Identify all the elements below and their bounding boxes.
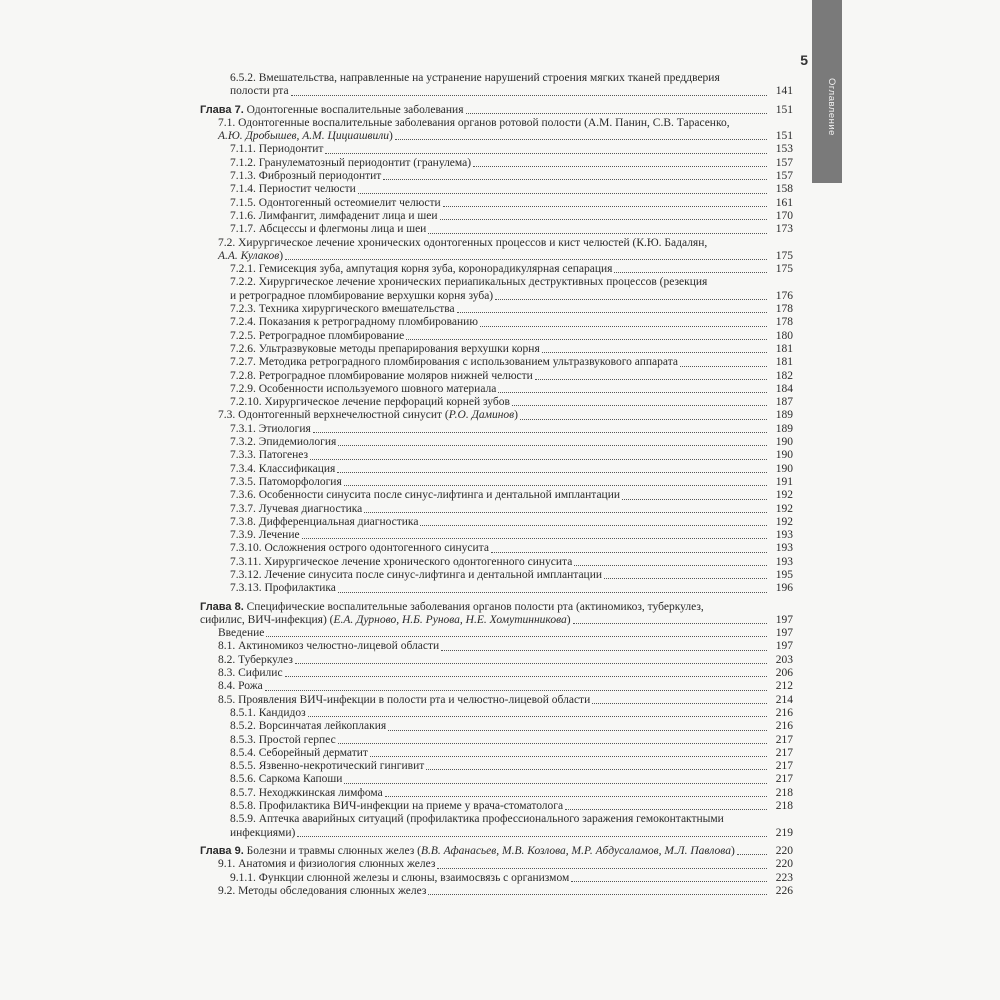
toc-page-number: 178 <box>775 303 793 316</box>
toc-entry-title: 8.5. Проявления ВИЧ-инфекции в полости рта и челюстно-лицевой области <box>218 693 591 706</box>
toc-page-number: 151 <box>775 130 793 143</box>
dot-leader <box>337 472 767 473</box>
toc-page-number: 189 <box>775 409 793 422</box>
toc-page-number: 196 <box>775 582 793 595</box>
toc-entry <box>200 800 793 813</box>
toc-entry-title: Введение <box>218 627 265 640</box>
toc-entry <box>200 276 793 303</box>
toc-page-number: 181 <box>775 356 793 369</box>
toc-entry-title: 8.5.5. Язвенно-некротический гингивит <box>230 760 425 773</box>
toc-entry-title: 7.3.12. Лечение синусита после синус-лифтинга и дентальной имплантации <box>230 568 603 581</box>
toc-entry-title: 7.1.7. Абсцессы и флегмоны лица и шеи <box>230 223 427 236</box>
dot-leader <box>498 392 767 393</box>
toc-entry-title: 7.3.2. Эпидемиология <box>230 436 337 449</box>
dot-leader <box>571 881 767 882</box>
toc-page-number: 190 <box>775 462 793 475</box>
toc-entry-title: 7.3.9. Лечение <box>230 529 300 542</box>
toc-page-number: 197 <box>775 640 793 653</box>
toc-page-number: 158 <box>775 183 793 196</box>
side-tab-label: Оглавление <box>826 78 837 136</box>
toc-chapter-entry <box>200 845 793 858</box>
toc-page-number: 206 <box>775 667 793 680</box>
dot-leader <box>473 166 767 167</box>
toc-entry-title: 7.3.1. Этиология <box>230 422 311 435</box>
dot-leader <box>437 868 767 869</box>
dot-leader <box>520 419 767 420</box>
toc-entry-title: 7.3.8. Дифференциальная диагностика <box>230 515 419 528</box>
toc-page-number: 220 <box>775 858 793 871</box>
toc-entry-title: 7.3.4. Классификация <box>230 462 336 475</box>
toc-entry-text: Глава 8. Специфические воспалительные заболевания органов полости рта (актиномикоз, туберкулез, <box>200 600 704 613</box>
toc-page-number: 218 <box>775 786 793 799</box>
toc-page-number: 153 <box>775 143 793 156</box>
toc-page-number: 170 <box>775 209 793 222</box>
toc-page-number: 192 <box>775 515 793 528</box>
dot-leader <box>338 743 767 744</box>
dot-leader <box>565 809 767 810</box>
dot-leader <box>406 339 767 340</box>
toc-page-number: 180 <box>775 329 793 342</box>
toc-entry-title: 7.2.10. Хирургическое лечение перфораций корней зубов <box>230 396 510 409</box>
dot-leader <box>308 716 767 717</box>
toc-entry-title: 8.5.4. Себорейный дерматит <box>230 746 368 759</box>
dot-leader <box>370 756 767 757</box>
toc-entry-title: 7.1.5. Одонтогенный остеомиелит челюсти <box>230 196 441 209</box>
toc-entry <box>200 143 793 156</box>
toc-page-number: 217 <box>775 746 793 759</box>
toc-entry <box>200 383 793 396</box>
toc-entry-title: 9.1. Анатомия и физиология слюнных желез <box>218 858 436 871</box>
toc-page-number: 173 <box>775 223 793 236</box>
toc-entry <box>200 330 793 343</box>
toc-entry-title: и ретроградное пломбирование верхушки корня зуба) <box>230 289 494 302</box>
toc-entry-title: 7.3.6. Особенности синусита после синус-лифтинга и дентальной имплантации <box>230 489 621 502</box>
toc-entry <box>200 489 793 502</box>
toc-entry-text: 6.5.2. Вмешательства, направленные на устранение нарушений строения мягких тканей преддверия <box>230 72 720 84</box>
toc-page-number: 175 <box>775 263 793 276</box>
toc-entry <box>200 720 793 733</box>
toc-entry-title: 9.2. Методы обследования слюнных желез <box>218 884 427 897</box>
toc-entry-title: 8.5.2. Ворсинчатая лейкоплакия <box>230 720 387 733</box>
toc-page-number: 226 <box>775 884 793 897</box>
toc-entry-title: 7.3.5. Патоморфология <box>230 475 342 488</box>
dot-leader <box>441 650 767 651</box>
toc-page-number: 216 <box>775 706 793 719</box>
toc-entry <box>200 356 793 369</box>
toc-page-number: 176 <box>775 289 793 302</box>
toc-entry <box>200 542 793 555</box>
toc-entry-title: 7.1.2. Гранулематозный периодонтит (гранулема) <box>230 156 472 169</box>
toc-entry-title: Глава 7. Одонтогенные воспалительные заболевания <box>200 103 464 116</box>
toc-entry <box>200 370 793 383</box>
dot-leader <box>604 578 767 579</box>
dot-leader <box>573 623 767 624</box>
toc-entry <box>200 885 793 898</box>
toc-page-number: 192 <box>775 502 793 515</box>
dot-leader <box>325 153 767 154</box>
toc-entry-title: 7.2.8. Ретроградное пломбирование моляров нижней челюсти <box>230 369 533 382</box>
dot-leader <box>680 366 767 367</box>
toc-page-number: 193 <box>775 542 793 555</box>
toc-entry <box>200 734 793 747</box>
toc-page-number: 217 <box>775 773 793 786</box>
toc-entry-title: 8.5.7. Неходжкинская лимфома <box>230 786 383 799</box>
dot-leader <box>291 95 767 96</box>
dot-leader <box>285 676 767 677</box>
toc-entry <box>200 396 793 409</box>
toc-entry-title: 7.1.4. Периостит челюсти <box>230 183 356 196</box>
dot-leader <box>383 179 767 180</box>
toc-page-number: 178 <box>775 316 793 329</box>
toc-entry <box>200 872 793 885</box>
dot-leader <box>338 445 767 446</box>
dot-leader <box>457 312 767 313</box>
toc-page-number: 190 <box>775 436 793 449</box>
toc-page-number: 151 <box>775 103 793 116</box>
toc-entry-title: А.Ю. Дробышев, А.М. Цициашвили) <box>218 130 393 143</box>
toc-entry <box>200 316 793 329</box>
toc-entry <box>200 773 793 786</box>
toc-chapter-entry <box>200 601 793 628</box>
toc-entry-title: 7.2.9. Особенности используемого шовного материала <box>230 382 497 395</box>
toc-entry-text: 8.5.9. Аптечка аварийных ситуаций (профилактика профессионального заражения гемоконтактными <box>230 813 724 826</box>
toc-entry-title: сифилис, ВИЧ-инфекция) (Е.А. Дурново, Н.Б. Рунова, Н.Е. Хомутинникова) <box>200 613 571 626</box>
toc-entry <box>200 787 793 800</box>
toc-entry <box>200 210 793 223</box>
toc-entry <box>200 640 793 653</box>
dot-leader <box>395 139 767 140</box>
toc-page-number: 197 <box>775 627 793 640</box>
toc-page-number: 197 <box>775 613 793 626</box>
toc-entry-title: 7.2.5. Ретроградное пломбирование <box>230 329 405 342</box>
chapter-side-tab <box>812 0 842 183</box>
toc-entry-title: 8.4. Рожа <box>218 680 263 693</box>
dot-leader <box>574 565 767 566</box>
toc-entry <box>200 516 793 529</box>
toc-entry <box>200 680 793 693</box>
toc-entry-title: 9.1.1. Функции слюнной железы и слюны, взаимосвязь с организмом <box>230 871 570 884</box>
dot-leader <box>512 405 767 406</box>
toc-page-number: 195 <box>775 568 793 581</box>
dot-leader <box>297 836 767 837</box>
toc-entry-title: 7.3.13. Профилактика <box>230 582 336 595</box>
dot-leader <box>443 206 767 207</box>
dot-leader <box>295 663 767 664</box>
dot-leader <box>385 796 767 797</box>
toc-entry <box>200 117 793 144</box>
dot-leader <box>542 352 767 353</box>
toc-entry <box>200 157 793 170</box>
toc-entry-title: 7.3.11. Хирургическое лечение хронического одонтогенного синусита <box>230 555 573 568</box>
toc-page-number: 217 <box>775 760 793 773</box>
toc-page-number: 189 <box>775 422 793 435</box>
toc-page-number: 184 <box>775 382 793 395</box>
dot-leader <box>344 485 767 486</box>
toc-entry <box>200 409 793 422</box>
toc-entry-title: 8.1. Актиномикоз челюстно-лицевой области <box>218 640 440 653</box>
dot-leader <box>592 703 767 704</box>
toc-page-number: 191 <box>775 475 793 488</box>
toc-entry <box>200 813 793 840</box>
toc-entry <box>200 463 793 476</box>
toc-page-number: 182 <box>775 369 793 382</box>
toc-entry <box>200 263 793 276</box>
toc-entry <box>200 503 793 516</box>
toc-entry <box>200 654 793 667</box>
chapter-label: Глава 9. <box>200 844 244 857</box>
toc-entry <box>200 237 793 264</box>
toc-page-number: 223 <box>775 871 793 884</box>
toc-entry <box>200 170 793 183</box>
chapter-label: Глава 8. <box>200 600 244 613</box>
toc-entry <box>200 529 793 542</box>
toc-entry-title: 7.3. Одонтогенный верхнечелюстной синусит (Р.О. Даминов) <box>218 409 519 422</box>
page-number: 5 <box>800 52 808 68</box>
toc-page-number: 161 <box>775 196 793 209</box>
toc-entry-title: полости рта <box>230 85 289 98</box>
toc-entry-text: 7.2.2. Хирургическое лечение хронических периапикальных деструктивных процессов (резекция <box>230 276 708 289</box>
toc-entry-title: 8.5.8. Профилактика ВИЧ-инфекции на приеме у врача-стоматолога <box>230 800 564 813</box>
dot-leader <box>428 233 767 234</box>
dot-leader <box>310 459 767 460</box>
dot-leader <box>285 259 767 260</box>
toc-entry-title: 8.5.3. Простой герпес <box>230 733 336 746</box>
toc-entry <box>200 667 793 680</box>
toc-entry-title: 7.2.1. Гемисекция зуба, ампутация корня зуба, коронорадикулярная сепарация <box>230 263 613 276</box>
toc-entry-title: 7.3.3. Патогенез <box>230 449 309 462</box>
toc-page-number: 220 <box>775 844 793 857</box>
chapter-label: Глава 7. <box>200 103 244 116</box>
dot-leader <box>420 525 767 526</box>
toc-page-number: 187 <box>775 396 793 409</box>
toc-entry-title: Глава 9. Болезни и травмы слюнных желез (В.В. Афанасьев, М.В. Козлова, М.Р. Абдусаламов, М.Л. Павлова) <box>200 844 735 857</box>
toc-entry <box>200 694 793 707</box>
toc-entry-title: 7.3.10. Осложнения острого одонтогенного синусита <box>230 542 489 555</box>
toc-entry <box>200 343 793 356</box>
toc-entry-title: 7.2.3. Техника хирургического вмешательства <box>230 303 455 316</box>
dot-leader <box>614 272 767 273</box>
dot-leader <box>491 552 767 553</box>
toc-entry-text: 7.1. Одонтогенные воспалительные заболевания органов ротовой полости (А.М. Панин, С.В. Тарасенко, <box>218 116 730 129</box>
toc-page-number: 157 <box>775 156 793 169</box>
dot-leader <box>364 512 767 513</box>
toc-entry <box>200 476 793 489</box>
toc-page-number: 157 <box>775 170 793 183</box>
dot-leader <box>440 219 767 220</box>
toc-chapter-entry <box>200 104 793 117</box>
toc-entry-title: 7.2.4. Показания к ретроградному пломбированию <box>230 316 478 329</box>
toc-entry-title: 8.2. Туберкулез <box>218 653 293 666</box>
dot-leader <box>480 326 767 327</box>
toc-page-number: 141 <box>775 85 793 98</box>
toc-page-number: 193 <box>775 529 793 542</box>
toc-page-number: 218 <box>775 800 793 813</box>
dot-leader <box>426 769 767 770</box>
dot-leader <box>466 113 768 114</box>
toc-page-number: 175 <box>775 249 793 262</box>
dot-leader <box>266 636 767 637</box>
toc-entry-text: 7.2. Хирургическое лечение хронических одонтогенных процессов и кист челюстей (К.Ю. Бадалян, <box>218 236 708 249</box>
toc-entry <box>200 582 793 595</box>
toc-entry <box>200 627 793 640</box>
dot-leader <box>302 538 767 539</box>
toc-entry <box>200 72 793 99</box>
toc-page-number: 217 <box>775 733 793 746</box>
dot-leader <box>535 379 767 380</box>
toc-entry-title: 7.2.7. Методика ретроградного пломбирования с использованием ультразвукового аппарата <box>230 356 678 369</box>
toc-entry <box>200 760 793 773</box>
toc-entry <box>200 707 793 720</box>
toc-entry <box>200 449 793 462</box>
toc-page-number: 212 <box>775 680 793 693</box>
toc-entry-title: 7.1.3. Фиброзный периодонтит <box>230 170 382 183</box>
toc-page-number: 193 <box>775 555 793 568</box>
toc-entry-title: 7.1.1. Периодонтит <box>230 143 324 156</box>
toc-entry-title: А.А. Кулаков) <box>218 249 284 262</box>
dot-leader <box>344 783 767 784</box>
dot-leader <box>313 432 767 433</box>
toc-entry <box>200 183 793 196</box>
toc-entry <box>200 858 793 871</box>
toc-entry-title: 7.1.6. Лимфангит, лимфаденит лица и шеи <box>230 209 438 222</box>
toc-entry-title: 8.3. Сифилис <box>218 667 283 680</box>
dot-leader <box>622 499 767 500</box>
toc-page-number: 214 <box>775 693 793 706</box>
dot-leader <box>338 592 767 593</box>
toc-entry <box>200 223 793 236</box>
toc-entry <box>200 747 793 760</box>
toc-page-number: 203 <box>775 653 793 666</box>
toc-page-number: 219 <box>775 826 793 839</box>
toc-entry-title: 8.5.6. Саркома Капоши <box>230 773 343 786</box>
dot-leader <box>388 730 767 731</box>
dot-leader <box>495 299 767 300</box>
toc-page-number: 216 <box>775 720 793 733</box>
dot-leader <box>737 854 767 855</box>
toc-page-number: 181 <box>775 342 793 355</box>
toc-entry <box>200 197 793 210</box>
toc-entry-title: 7.3.7. Лучевая диагностика <box>230 502 363 515</box>
dot-leader <box>265 690 767 691</box>
toc-entry <box>200 423 793 436</box>
toc-page-number: 190 <box>775 449 793 462</box>
toc-page-number: 192 <box>775 489 793 502</box>
dot-leader <box>428 894 767 895</box>
dot-leader <box>358 193 767 194</box>
toc-entry-title: инфекциями) <box>230 826 296 839</box>
table-of-contents <box>200 72 793 898</box>
toc-entry-title: 8.5.1. Кандидоз <box>230 706 306 719</box>
toc-entry <box>200 436 793 449</box>
toc-entry <box>200 569 793 582</box>
toc-entry-title: 7.2.6. Ультразвуковые методы препарирования верхушки корня <box>230 342 540 355</box>
toc-entry <box>200 556 793 569</box>
toc-entry <box>200 303 793 316</box>
